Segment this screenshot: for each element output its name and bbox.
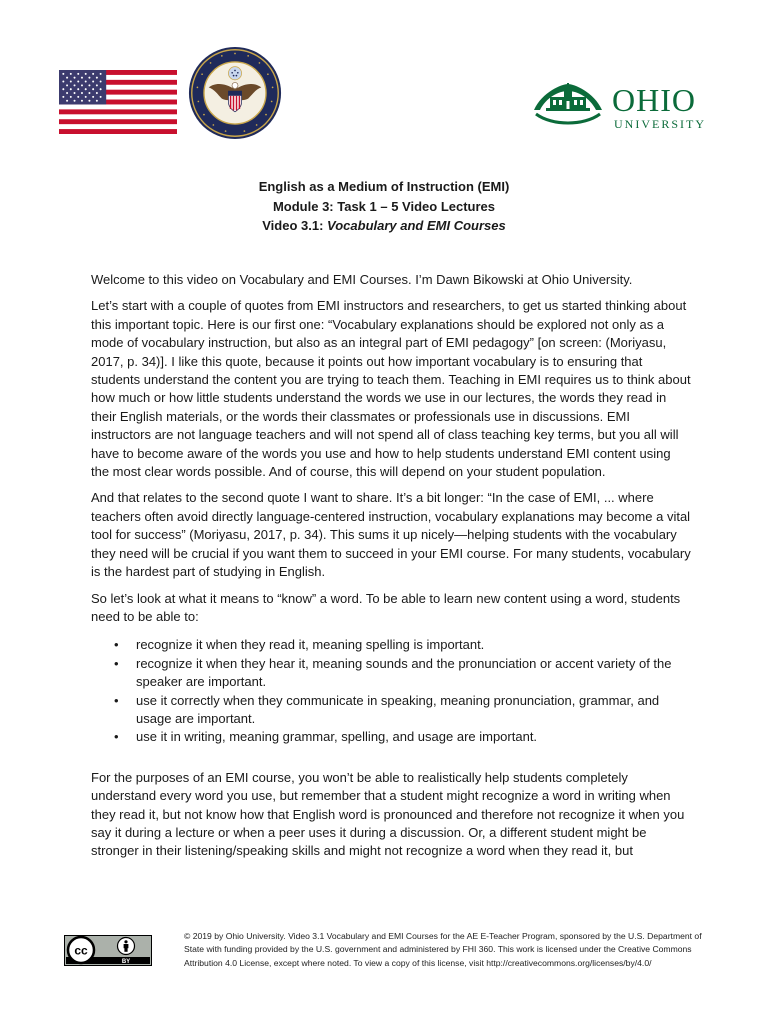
- title-line-1: English as a Medium of Instruction (EMI): [258, 179, 510, 194]
- list-item-text: recognize it when they hear it, meaning sounds and the pronunciation or accent variety of the speaker are important.: [136, 655, 672, 690]
- list-item-text: use it correctly when they communicate in speaking, meaning pronunciation, grammar, and usage are important.: [136, 692, 660, 726]
- title-line-3: [0, 216, 768, 236]
- creative-commons-by-license-icon: [64, 935, 152, 966]
- bullet-list: [91, 636, 691, 746]
- paragraph-welcome: Welcome to this video on Vocabulary and EMI Courses. I’m Dawn Bikowski at Ohio University.: [91, 272, 633, 287]
- bullet-icon: •: [114, 655, 119, 671]
- bullet-icon: •: [114, 729, 119, 745]
- copyright-notice: © 2019 by Ohio University. Video 3.1 Vocabulary and EMI Courses for the AE E-Teacher Program, sponsored by the U.S. Department of State with funding provided by the U.S. government and administered by FHI 360. This work is licensed under the Creative Commons Attribution 4.0 License, except where noted. To view a copy of this license, visit http://creativecommons.org/licenses/by/4.0/: [184, 931, 702, 968]
- title-line-2: Module 3: Task 1 – 5 Video Lectures: [272, 198, 496, 214]
- list-item: [114, 655, 691, 692]
- list-item: [114, 636, 691, 654]
- list-item-text: use it in writing, meaning grammar, spelling, and usage are important.: [136, 729, 538, 745]
- us-flag-icon: [59, 70, 177, 134]
- paragraph-second-quote: And that relates to the second quote I want to share. It’s a bit longer: “In the case of EMI, ... where teachers often avoid directly language-centered instruction, vocabulary explanations may become a vital tool for success” (Moriyasu, 2017, p. 34). This sums it up nicely—helping students with the vocabulary they need will be crucial if you want them to succeed in your EMI course. For many students, vocabulary is the hardest part of studying in English.: [91, 490, 691, 580]
- page-header: [0, 0, 768, 160]
- page-footer: [64, 930, 714, 990]
- cc-label: cc: [74, 943, 88, 958]
- paragraph-emi-course: For the purposes of an EMI course, you won’t be able to realistically help students completely understand every word you use, but remember that a student might recognize a word in writing when they read it, but not know how that English word is pronounced and therefore not recognize it when you say it during a lecture or when a peer uses it during a discussion. Or, a different student might be stronger in their listening/speaking skills and might not recognize a word when they read it, but: [91, 769, 685, 859]
- list-item: [114, 728, 691, 746]
- document-body: [91, 271, 691, 869]
- paragraph-first-quote: Let’s start with a couple of quotes from EMI instructors and researchers, to get us started thinking about this important topic. Here is our first one: “Vocabulary explanations should be explored not only as a mode of vocabulary instruction, but also as an integral part of EMI pedagogy” [on screen: (Moriyasu, 2017, p. 34)]. I like this quote, because it points out how important vocabulary is to ensuring that students understand the content you are trying to teach them. Teaching in EMI requires us to think about how much or how little students understand the words we use in our lectures, the words they read in their English materials, or the words their classmates or professionals use in discussions. EMI instructors are not language teachers and will not spend all of class teaching key terms, but you all will have to become aware of the words you use and how to help students understand EMI content using the most clear words possible. And of course, this will depend on your student population.: [91, 298, 691, 480]
- department-of-state-seal-icon: [188, 46, 282, 140]
- list-item: [114, 692, 691, 729]
- paragraph-know-a-word: So let’s look at what it means to “know” a word. To be able to learn new content using a word, students need to be able to:: [91, 590, 681, 624]
- bullet-icon: •: [114, 637, 119, 653]
- ohio-logo-word: OHIO: [612, 82, 696, 118]
- ohio-logo-subword: UNIVERSITY: [614, 117, 706, 131]
- title-line-3-italic: Vocabulary and EMI Courses: [327, 218, 506, 233]
- title-line-3-prefix: Video 3.1:: [262, 218, 328, 233]
- list-item-text: recognize it when they read it, meaning spelling is important.: [136, 637, 485, 653]
- by-label: BY: [121, 959, 131, 965]
- bullet-icon: •: [114, 692, 119, 708]
- document-title: [0, 177, 768, 236]
